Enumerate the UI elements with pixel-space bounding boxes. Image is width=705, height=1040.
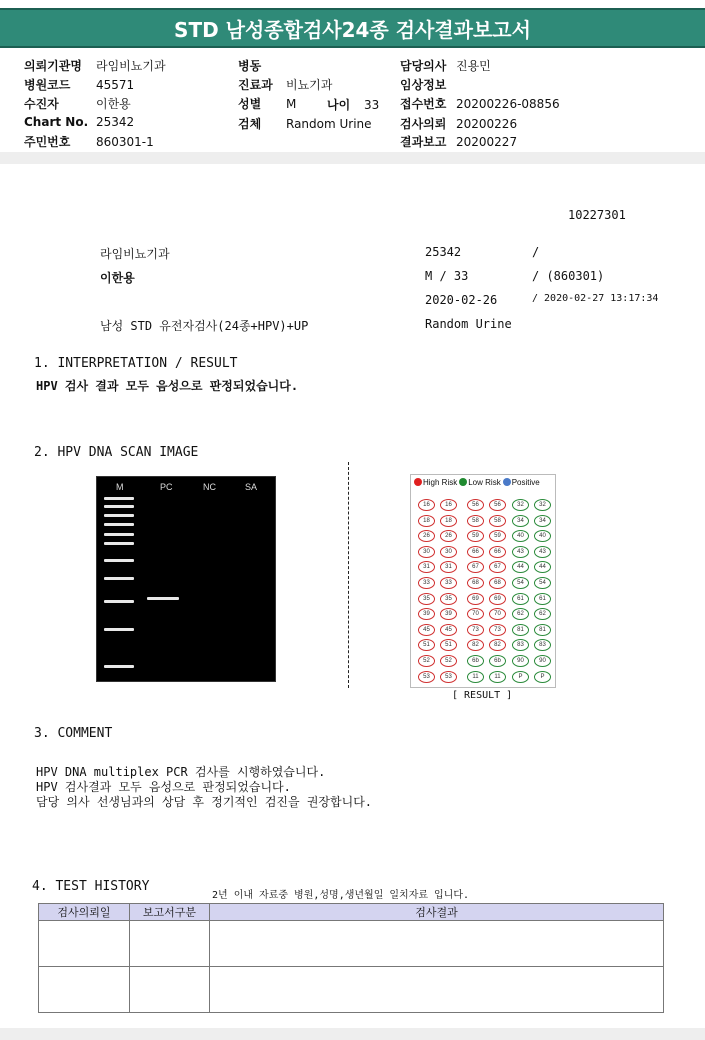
hpv-type-cell: 82 [467,639,484,651]
legend-dot-icon [503,478,511,486]
header-col1-field [24,57,166,74]
hpv-type-cell: 61 [534,593,551,605]
hpv-type-cell: 62 [534,608,551,620]
hpv-type-cell: 6b [489,655,506,667]
table-cell [130,967,210,1013]
hpv-type-cell: 66 [489,546,506,558]
hpv-type-cell: 70 [467,608,484,620]
header-col3-label: 임상정보 [400,78,447,92]
hpv-type-cell: 52 [418,655,435,667]
header-divider-band [0,152,705,164]
header-col3-label: 접수번호 [400,97,447,111]
hpv-type-cell: 59 [467,530,484,542]
section-scan-image-title: 2. HPV DNA SCAN IMAGE [34,445,199,460]
hpv-type-cell: 43 [512,546,529,558]
info-specimen: Random Urine [425,317,512,331]
header-col3-label: 결과보고 [400,135,447,149]
legend-dot-icon [459,478,467,486]
age-value: 33 [364,98,380,112]
hpv-type-cell: 18 [440,515,457,527]
table-cell [39,921,130,967]
info-sex-age: M / 33 [425,269,469,283]
hpv-type-cell: 90 [534,655,551,667]
hpv-type-cell: 56 [467,499,484,511]
header-col2-field [238,57,286,74]
table-cell [210,967,664,1013]
hpv-type-cell: 54 [534,577,551,589]
gel-electrophoresis-image [96,476,276,682]
history-header-row [39,904,664,921]
header-col2-value: Random Urine [286,117,372,131]
hpv-type-cell: 30 [418,546,435,558]
info-request-date: 2020-02-26 [425,293,498,307]
header-col1-label: 주민번호 [24,135,71,149]
header-col2-label: 병동 [238,59,262,73]
info-chart: 25342 [425,245,462,259]
hpv-type-cell: 34 [534,515,551,527]
legend-item [459,478,500,487]
marker-band [104,514,134,517]
header-col2-field [238,115,372,132]
header-col1-label: Chart No. [24,115,89,129]
header-col2-value: M [286,97,297,111]
legend-item [503,478,540,487]
section-comment-title: 3. COMMENT [34,726,113,741]
info-clinic: 라임비뇨기과 [100,247,170,261]
hpv-type-cell: 73 [467,624,484,636]
header-col2-label: 진료과 [238,78,273,92]
hpv-type-cell: 45 [418,624,435,636]
hpv-type-cell: 51 [440,639,457,651]
hpv-type-cell: 69 [467,593,484,605]
hpv-type-cell: 58 [467,515,484,527]
image-divider [348,462,349,688]
info-patient: 이한용 [100,271,135,285]
marker-band [104,600,134,603]
hpv-type-cell: 73 [489,624,506,636]
history-note: 2년 이내 자료중 병원,성명,생년월일 일치자료 입니다. [212,890,470,901]
header-col2-value: 비뇨기과 [286,78,333,92]
comment-line-1: HPV DNA multiplex PCR 검사를 시행하였습니다. [36,765,326,779]
test-history-table [38,903,664,1013]
marker-band [104,505,134,508]
hpv-type-cell: 62 [512,608,529,620]
hpv-type-cell: 44 [512,561,529,573]
history-header-request-date: 검사의뢰일 [39,904,130,921]
age-field [327,96,379,113]
hpv-type-cell: 11 [467,671,484,683]
table-row [39,967,664,1013]
table-cell [130,921,210,967]
hpv-type-cell: 69 [489,593,506,605]
history-header-result: 검사결과 [210,904,664,921]
header-col1-field [24,95,131,112]
hpv-type-cell: 59 [489,530,506,542]
header-col3-field [400,57,491,74]
table-cell [39,967,130,1013]
comment-line-2: HPV 검사결과 모두 음성으로 판정되었습니다. [36,780,291,794]
gel-lane-label: PC [160,482,173,492]
section-interpretation-title: 1. INTERPRETATION / RESULT [34,356,238,371]
marker-band [104,533,134,536]
table-cell [210,921,664,967]
gel-lane-label: M [116,482,124,492]
hpv-type-cell: 53 [418,671,435,683]
legend-item [414,478,457,487]
hpv-type-cell: P [512,671,529,683]
hpv-type-cell: 54 [512,577,529,589]
hpv-type-cell: 68 [489,577,506,589]
info-test-name: 남성 STD 유전자검사(24종+HPV)+UP [100,319,309,333]
report-title: STD 남성종합검사24종 검사결과보고서 [0,8,705,48]
hpv-type-cell: 66 [467,546,484,558]
hpv-result-grid [410,474,556,688]
header-col1-value: 860301-1 [96,135,154,149]
header-col1-value: 45571 [96,78,135,92]
header-col3-value: 20200227 [456,135,518,149]
header-col1-value: 이한용 [96,97,131,111]
hpv-type-cell: 67 [489,561,506,573]
hpv-type-cell: 32 [512,499,529,511]
info-chart-separator: / [532,245,540,259]
header-col1-value: 라임비뇨기과 [96,59,166,73]
hpv-type-cell: 90 [512,655,529,667]
section-history-title: 4. TEST HISTORY [32,879,150,894]
hpv-type-cell: 26 [440,530,457,542]
hpv-type-cell: 35 [440,593,457,605]
hpv-type-cell: 67 [467,561,484,573]
header-col2-label: 검체 [238,117,262,131]
hpv-type-cell: 35 [418,593,435,605]
header-col3-value: 20200226-08856 [456,97,560,111]
result-caption: [ RESULT ] [452,690,513,701]
header-col1-label: 의뢰기관명 [24,59,82,73]
hpv-type-cell: 43 [534,546,551,558]
document-number: 10227301 [568,208,626,222]
hpv-type-cell: 30 [440,546,457,558]
hpv-type-cell: 53 [440,671,457,683]
marker-band [104,665,134,668]
marker-band [104,497,134,500]
hpv-type-cell: 11 [489,671,506,683]
hpv-type-cell: 31 [440,561,457,573]
header-col3-field [400,115,517,132]
hpv-type-cell: 82 [489,639,506,651]
marker-band [104,542,134,545]
hpv-type-cell: 34 [512,515,529,527]
history-header-report-type: 보고서구분 [130,904,210,921]
header-col1-label: 병원코드 [24,78,71,92]
hpv-type-cell: 61 [512,593,529,605]
header-col3-field [400,133,517,150]
gel-lane-label: SA [245,482,258,492]
age-label: 나이 [327,98,351,112]
hpv-type-cell: 51 [418,639,435,651]
header-col2-field [238,95,296,112]
header-col1-field [24,115,134,129]
legend-label: Low Risk [468,478,501,487]
hpv-type-cell: 56 [489,499,506,511]
header-col3-value: 20200226 [456,117,518,131]
hpv-type-cell: P [534,671,551,683]
header-col3-label: 검사의뢰 [400,117,447,131]
footer-band [0,1028,705,1040]
hpv-type-cell: 6b [467,655,484,667]
hpv-type-cell: 81 [534,624,551,636]
marker-band [104,577,134,580]
header-col1-value: 25342 [96,115,135,129]
hpv-type-cell: 18 [418,515,435,527]
header-col3-field [400,76,456,93]
header-col1-field [24,133,154,150]
hpv-type-cell: 33 [440,577,457,589]
hpv-type-cell: 52 [440,655,457,667]
legend-label: Positive [511,478,540,487]
hpv-type-cell: 40 [534,530,551,542]
info-birth: / (860301) [532,269,605,283]
legend-label: High Risk [423,478,458,487]
header-col2-field [238,76,332,93]
hpv-type-cell: 70 [489,608,506,620]
hpv-type-cell: 32 [534,499,551,511]
positive-control-band [147,597,179,600]
hpv-type-cell: 40 [512,530,529,542]
table-row [39,921,664,967]
gel-lane-label: NC [203,482,216,492]
hpv-type-cell: 16 [440,499,457,511]
hpv-type-cell: 68 [467,577,484,589]
hpv-type-cell: 83 [512,639,529,651]
marker-band [104,628,134,631]
info-report-datetime: / 2020-02-27 13:17:34 [532,293,659,304]
interpretation-text: HPV 검사 결과 모두 음성으로 판정되었습니다. [36,379,299,393]
hpv-type-cell: 31 [418,561,435,573]
header-col1-field [24,76,134,93]
hpv-type-cell: 16 [418,499,435,511]
hpv-type-cell: 26 [418,530,435,542]
comment-line-3: 담당 의사 선생님과의 상담 후 정기적인 검진을 권장합니다. [36,795,373,809]
header-col1-label: 수진자 [24,97,59,111]
header-col3-value: 진용민 [456,59,491,73]
header-col2-label: 성별 [238,97,262,111]
hpv-type-cell: 58 [489,515,506,527]
marker-band [104,559,134,562]
legend-dot-icon [414,478,422,486]
hpv-type-cell: 81 [512,624,529,636]
hpv-type-cell: 33 [418,577,435,589]
marker-band [104,523,134,526]
header-col3-label: 담당의사 [400,59,447,73]
hpv-type-cell: 39 [440,608,457,620]
hpv-type-cell: 45 [440,624,457,636]
hpv-type-cell: 39 [418,608,435,620]
header-col3-field [400,95,560,112]
hpv-type-cell: 83 [534,639,551,651]
hpv-type-cell: 44 [534,561,551,573]
grid-legend [414,478,542,487]
